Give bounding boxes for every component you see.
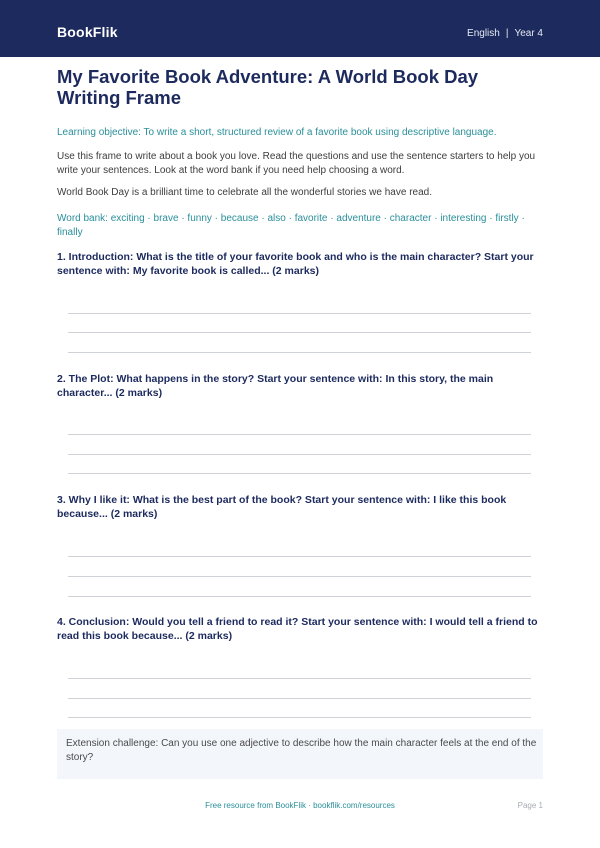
footer-text: Free resource from BookFlik · bookflik.com/resources — [205, 801, 395, 810]
question-4: 4. Conclusion: Would you tell a friend to read it? Start your sentence with: I would tell a friend to read this book because... (2 marks) — [57, 616, 538, 642]
question-3: 3. Why I like it: What is the best part of the book? Start your sentence with: I like this book because... (2 marks) — [57, 494, 507, 520]
answer-line-2a[interactable] — [68, 434, 531, 435]
answer-line-4c[interactable] — [68, 717, 531, 718]
page-number: Page 1 — [517, 801, 543, 810]
answer-line-4b[interactable] — [68, 698, 531, 699]
brand-logo: BookFlik — [57, 24, 118, 40]
answer-line-3a[interactable] — [68, 556, 531, 557]
answer-line-1a[interactable] — [68, 313, 531, 314]
question-2: 2. The Plot: What happens in the story? Start your sentence with: In this story, the main character... (2 marks) — [57, 373, 494, 399]
answer-line-3c[interactable] — [68, 596, 531, 597]
answer-line-2c[interactable] — [68, 473, 531, 474]
answer-line-4a[interactable] — [68, 678, 531, 679]
page-title: My Favorite Book Adventure: A World Book Day Writing Frame — [57, 66, 479, 108]
subject-label: English — [467, 28, 500, 39]
page-header — [0, 0, 600, 57]
world-book-day-text: World Book Day is a brilliant time to celebrate all the wonderful stories we have read. — [57, 187, 432, 198]
header-meta — [467, 28, 543, 39]
answer-line-1c[interactable] — [68, 352, 531, 353]
answer-line-1b[interactable] — [68, 332, 531, 333]
intro-section — [57, 66, 543, 240]
year-label: Year 4 — [514, 28, 543, 39]
learning-objective: Learning objective: To write a short, structured review of a favorite book using descriptive language. — [57, 127, 497, 138]
answer-line-3b[interactable] — [68, 576, 531, 577]
extension-challenge: Extension challenge: Can you use one adjective to describe how the main character feels at the end of the story? — [57, 729, 543, 779]
question-1: 1. Introduction: What is the title of your favorite book and who is the main character? Start your sentence with: My favorite book is called... (2 marks) — [57, 251, 534, 277]
answer-line-2b[interactable] — [68, 454, 531, 455]
word-bank: Word bank: exciting · brave · funny · because · also · favorite · adventure · character · interesting · firstly · finally — [57, 213, 525, 238]
meta-separator: | — [505, 28, 509, 39]
instructions-text: Use this frame to write about a book you love. Read the questions and use the sentence starters to help you write your sentences. Look at the word bank if you need help choosing a word. — [57, 151, 536, 176]
